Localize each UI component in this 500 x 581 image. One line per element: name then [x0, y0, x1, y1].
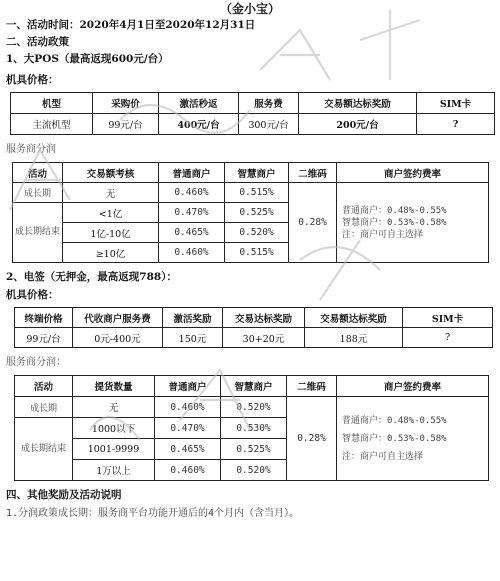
- header-cell: 交易额达标奖励: [299, 93, 417, 114]
- activity-time: 一、活动时间：2020年4月1日至2020年12月31日: [6, 19, 256, 31]
- esign-machine-price-label: 机具价格：: [6, 289, 59, 301]
- table-cell: 1亿-10亿: [63, 223, 159, 243]
- table-cell: 300元/台: [239, 114, 299, 135]
- table-cell: 0.515%: [225, 183, 289, 203]
- header-cell: SIM卡: [403, 308, 493, 328]
- qr-rate-cell: 0.28%: [289, 183, 337, 263]
- header-cell: 活动: [15, 376, 73, 397]
- table-cell: 0.520%: [225, 223, 289, 243]
- sign-rate-line: 注：商户可自主选择: [342, 229, 424, 240]
- header-cell: 普通商户: [159, 163, 225, 183]
- table-cell: 成长期: [15, 397, 73, 418]
- pos-heading: 1、大POS（最高返现600元/台）: [6, 53, 169, 65]
- document-title: （金小宝）: [219, 2, 280, 16]
- other-rewards-heading: 四、其他奖励及活动说明: [6, 489, 122, 501]
- header-cell: SIM卡: [417, 93, 495, 114]
- table-cell: 30+20元: [223, 328, 305, 348]
- table-cell: 0.520%: [221, 460, 287, 481]
- sign-rate-line: 智慧商户：0.53%-0.58%: [342, 433, 447, 444]
- sign-rate-cell: [337, 397, 489, 481]
- header-cell: 激活奖励: [163, 308, 223, 328]
- other-rewards-line: 1.分润政策成长期：服务商平台功能开通后的4个月内（含当月）。: [6, 508, 300, 519]
- table-row: [13, 183, 489, 203]
- sign-rate-line: 智慧商户：0.53%-0.58%: [342, 217, 447, 228]
- table-cell: 成长期结束: [13, 203, 63, 263]
- table-row: [11, 114, 495, 135]
- table-cell: ?: [417, 114, 495, 135]
- header-cell: 智慧商户: [221, 376, 287, 397]
- header-cell: 终端价格: [15, 308, 73, 328]
- table-cell: 0.460%: [159, 243, 225, 263]
- table-cell: 0.460%: [155, 460, 221, 481]
- table-cell: 0元-400元: [73, 328, 163, 348]
- esign-heading: 2、电签（无押金，最高返现788）：: [6, 271, 177, 283]
- table-header-row: [13, 163, 489, 183]
- header-cell: 活动: [13, 163, 63, 183]
- table-cell: 99元/台: [15, 328, 73, 348]
- table-cell: 0.460%: [155, 397, 221, 418]
- header-cell: 激活秒返: [159, 93, 239, 114]
- policy-heading: 二、活动政策: [6, 36, 69, 48]
- table-cell: 0.460%: [159, 183, 225, 203]
- table-cell: 0.525%: [221, 439, 287, 460]
- pos-share-table: [12, 162, 489, 263]
- pos-machine-price-label: 机具价格：: [6, 74, 59, 86]
- esign-price-table: [14, 307, 493, 348]
- pos-share-label: 服务商分润: [6, 144, 56, 155]
- header-cell: 交易达标奖励: [223, 308, 305, 328]
- esign-share-table: [14, 375, 489, 481]
- table-cell: ≥10亿: [63, 243, 159, 263]
- table-cell: 400元/台: [159, 114, 239, 135]
- table-header-row: [15, 376, 489, 397]
- table-cell: 99元/台: [93, 114, 159, 135]
- header-cell: 代收商户服务费: [73, 308, 163, 328]
- table-row: [15, 397, 489, 418]
- header-cell: 商户签约费率: [337, 376, 489, 397]
- header-cell: 商户签约费率: [337, 163, 489, 183]
- table-header-row: [11, 93, 495, 114]
- header-cell: 普通商户: [155, 376, 221, 397]
- table-cell: 1万以上: [73, 460, 155, 481]
- table-header-row: [15, 308, 493, 328]
- table-cell: 0.515%: [225, 243, 289, 263]
- header-cell: 提货数量: [73, 376, 155, 397]
- table-cell: 无: [73, 397, 155, 418]
- header-cell: 交易额达标奖励: [305, 308, 403, 328]
- sign-rate-line: 注：商户可自主选择: [342, 451, 424, 462]
- table-cell: 0.525%: [225, 203, 289, 223]
- qr-rate-cell: 0.28%: [287, 397, 337, 481]
- esign-share-label: 服务商分润：: [6, 357, 66, 368]
- sign-rate-line: 普通商户：0.48%-0.55%: [342, 415, 447, 426]
- table-cell: 成长期结束: [15, 418, 73, 481]
- table-cell: 0.530%: [221, 418, 287, 439]
- table-row: [15, 328, 493, 348]
- sign-rate-cell: [337, 183, 489, 263]
- header-cell: 二维码: [287, 376, 337, 397]
- table-cell: 主流机型: [11, 114, 93, 135]
- pos-price-table: [10, 92, 495, 135]
- sign-rate-line: 普通商户：0.48%-0.55%: [342, 205, 447, 216]
- header-cell: 机型: [11, 93, 93, 114]
- table-cell: <1亿: [63, 203, 159, 223]
- table-cell: 成长期: [13, 183, 63, 203]
- table-cell: 0.465%: [159, 223, 225, 243]
- table-cell: 0.520%: [221, 397, 287, 418]
- table-cell: 200元/台: [299, 114, 417, 135]
- header-cell: 服务费: [239, 93, 299, 114]
- table-cell: 0.465%: [155, 439, 221, 460]
- table-cell: 1001-9999: [73, 439, 155, 460]
- header-cell: 交易额考核: [63, 163, 159, 183]
- header-cell: 二维码: [289, 163, 337, 183]
- header-cell: 采购价: [93, 93, 159, 114]
- table-cell: 0.470%: [155, 418, 221, 439]
- table-cell: 150元: [163, 328, 223, 348]
- table-cell: 无: [63, 183, 159, 203]
- table-cell: 188元: [305, 328, 403, 348]
- table-cell: 0.470%: [159, 203, 225, 223]
- table-cell: ?: [403, 328, 493, 348]
- header-cell: 智慧商户: [225, 163, 289, 183]
- table-cell: 1000以下: [73, 418, 155, 439]
